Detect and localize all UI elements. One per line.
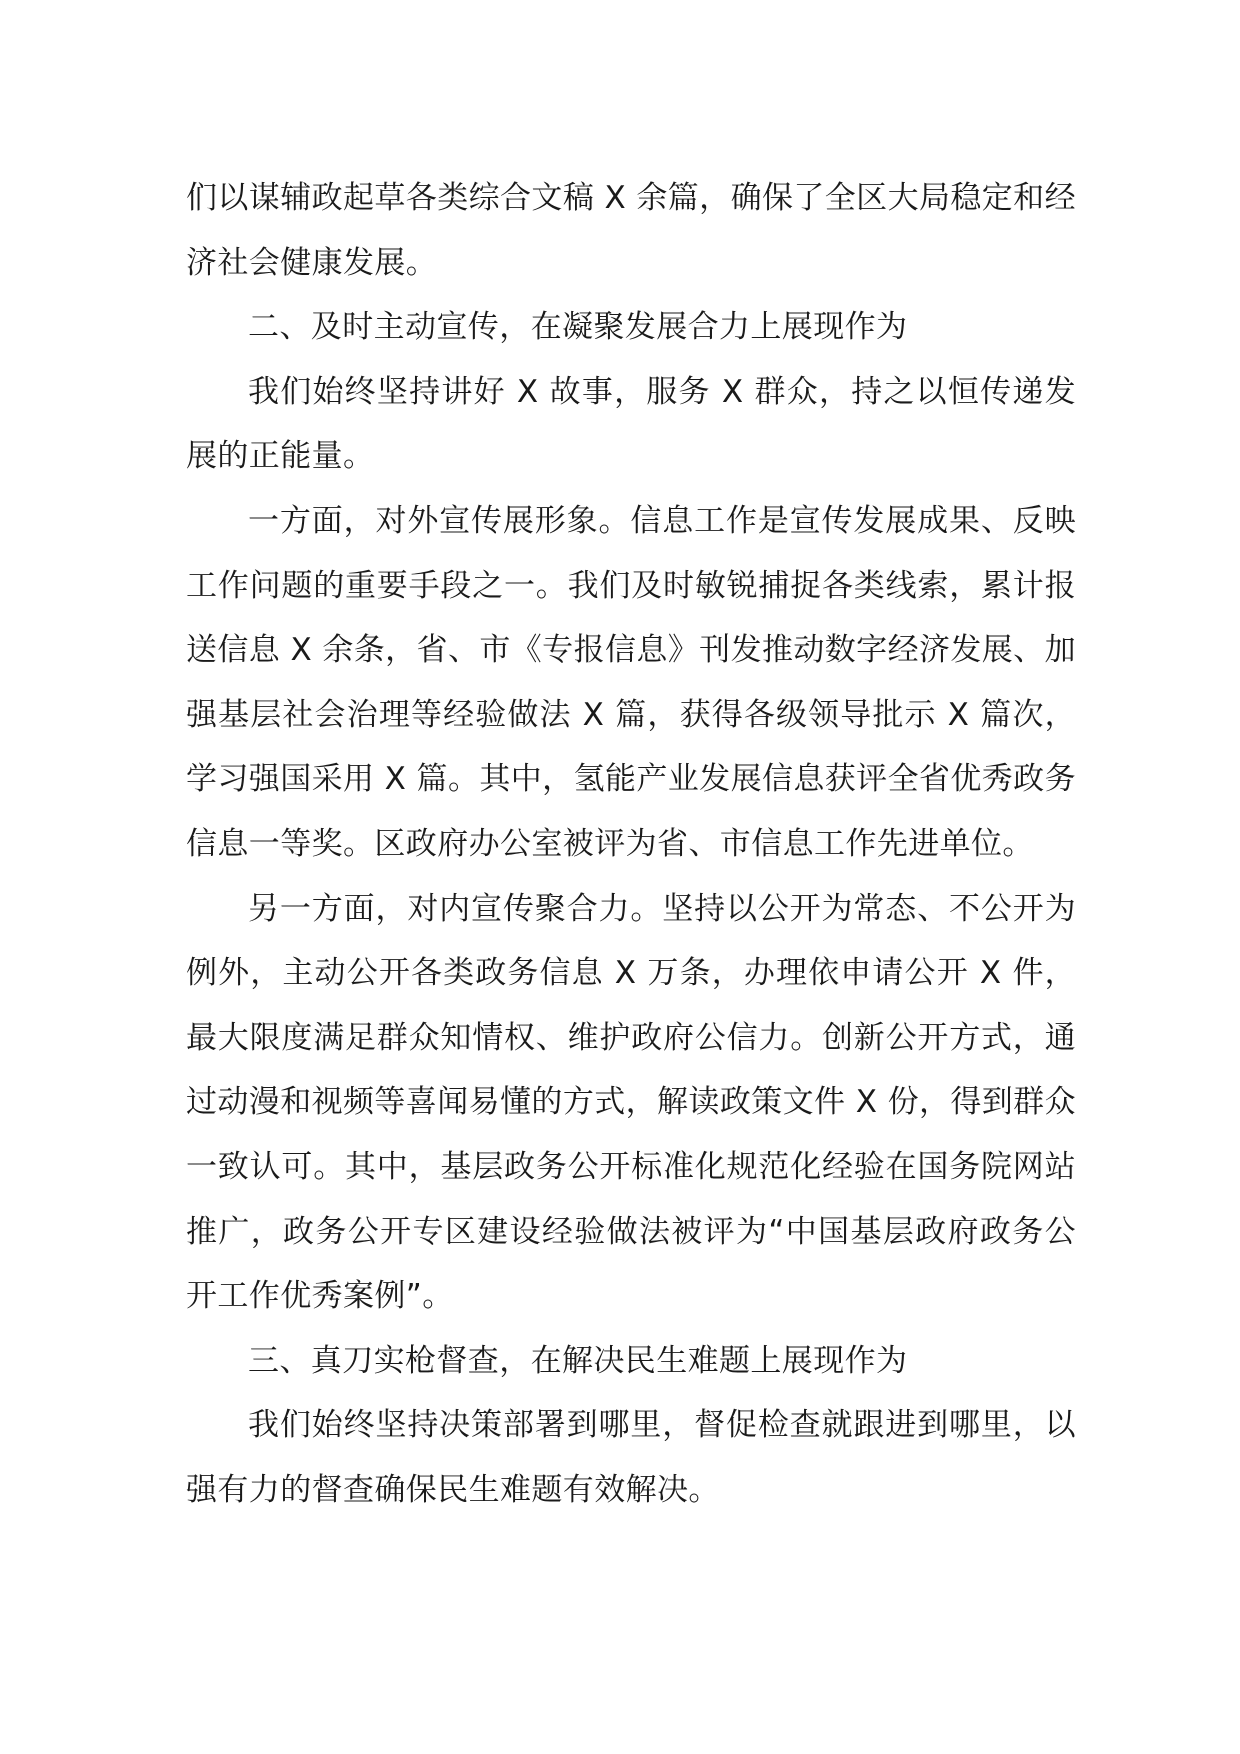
paragraph-continuation: 们以谋辅政起草各类综合文稿 X 余篇，确保了全区大局稳定和经济社会健康发展。 — [186, 180, 1076, 281]
section-heading-two: 二、及时主动宣传，在凝聚发展合力上展现作为 — [248, 309, 908, 346]
paragraph-publicity-intro: 我们始终坚持讲好 X 故事，服务 X 群众，持之以恒传递发展的正能量。 — [186, 373, 1076, 475]
section-heading-three: 三、真刀实枪督查，在解决民生难题上展现作为 — [248, 1342, 908, 1379]
paragraph-external-publicity: 一方面，对外宣传展形象。信息工作是宣传发展成果、反映工作问题的重要手段之一。我们及时敏锐捕捉各类线索，累计报送信息 X 余条，省、市《专报信息》刊发推动数字经济发展、加强基层社会治理等经验做法 X 篇，获得各级领导批示 X 篇次，学习强国采用 X 篇。其中，氢能产业发展信息获评全省优秀政务信息一等奖。区政府办公室被评为省、市信息工作先进单位。 — [186, 502, 1076, 862]
paragraph-internal-publicity: 另一方面，对内宣传聚合力。坚持以公开为常态、不公开为例外，主动公开各类政务信息 X 万条，办理依申请公开 X 件，最大限度满足群众知情权、维护政府公信力。创新公开方式，通过动漫和视频等喜闻易懂的方式，解读政策文件 X 份，得到群众一致认可。其中，基层政务公开标准化规范化经验在国务院网站推广，政务公开专区建设经验做法被评为“中国基层政府政务公开工作优秀案例”。 — [186, 890, 1076, 1315]
paragraph-supervision-intro: 我们始终坚持决策部署到哪里，督促检查就跟进到哪里，以强有力的督查确保民生难题有效解决。 — [186, 1407, 1076, 1508]
document-body — [186, 166, 1076, 1522]
